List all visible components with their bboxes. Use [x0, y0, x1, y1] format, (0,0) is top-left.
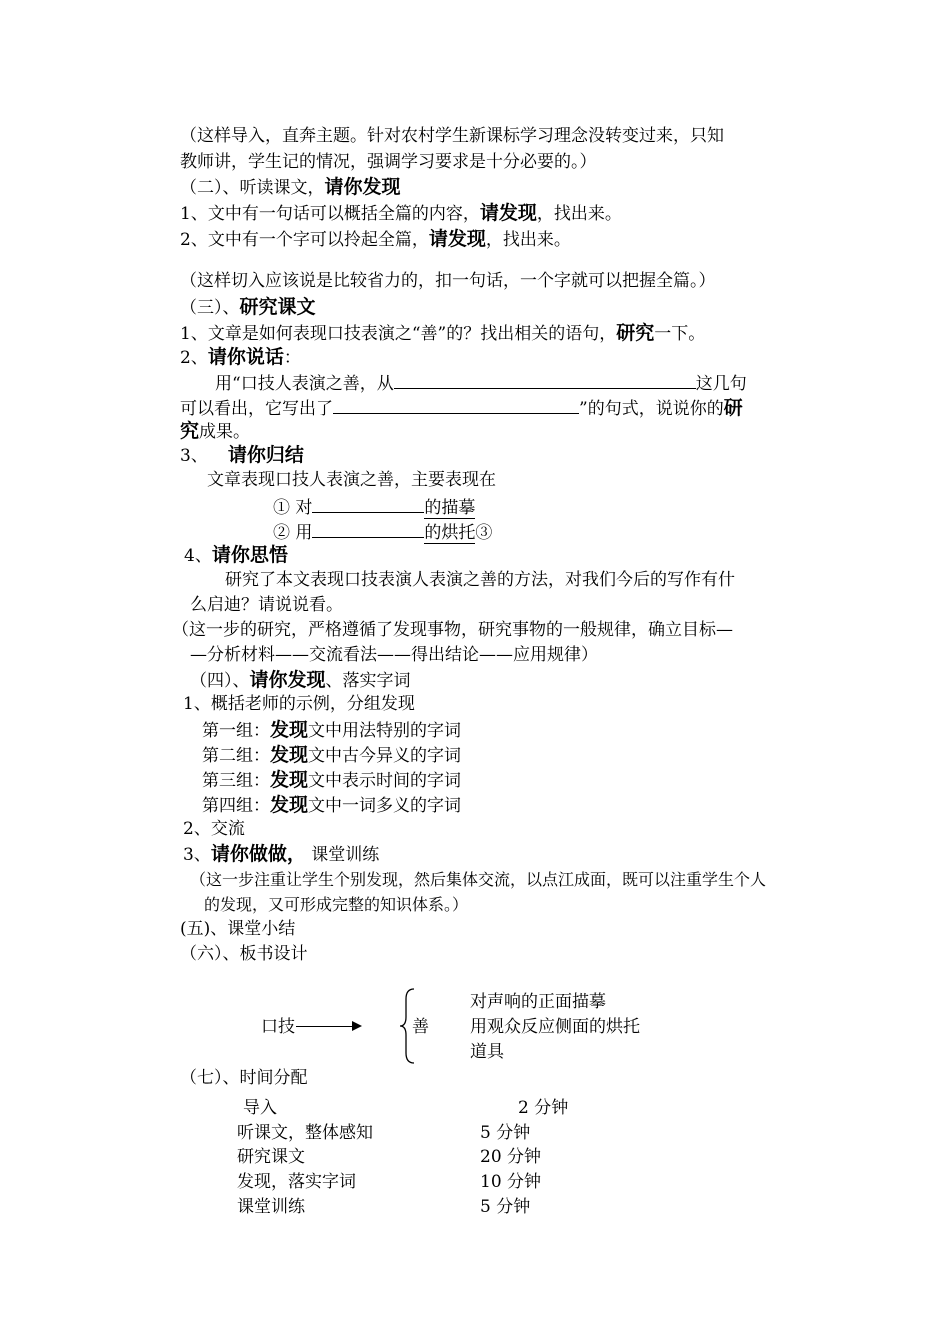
section-5-heading: (五)、课堂小结 — [180, 919, 296, 939]
text: ① 对 — [273, 498, 313, 518]
section-3-item-1 — [180, 322, 705, 345]
note-intro-1: （这样导入，直奔主题。针对农村学生新课标学习理念没转变过来，只知 — [180, 126, 724, 146]
summary-point-1 — [273, 495, 475, 518]
emphasis: 研 — [723, 397, 743, 419]
fill-blank — [394, 371, 696, 389]
text: 这几句 — [695, 374, 747, 394]
time-row-duration: 20 分钟 — [480, 1147, 542, 1167]
text: 用“口技人表演之善，从 — [215, 374, 394, 394]
summary-text: 文章表现口技人表演之善，主要表现在 — [207, 470, 496, 490]
emphasis: 发现 — [270, 719, 309, 741]
arrow-line — [296, 1026, 354, 1027]
board-item-1: 对声响的正面描摹 — [470, 992, 606, 1012]
board-left-label: 口技 — [261, 1017, 295, 1037]
emphasis: 请发现 — [428, 228, 486, 250]
emphasis: 研究 — [616, 322, 655, 344]
emphasis: 发现 — [270, 769, 309, 791]
board-item-3: 道具 — [470, 1042, 504, 1062]
text: 第一组： — [202, 721, 270, 741]
reflection-line-1: 研究了本文表现口技表演人表演之善的方法，对我们今后的写作有什 — [225, 570, 735, 590]
note-section-4-1: （这一步注重让学生个别发现，然后集体交流，以点江成面，既可以注重学生个人 — [190, 870, 767, 889]
text: 2、文中有一个字可以拎起全篇， — [180, 230, 429, 250]
sentence-pattern-line-2 — [180, 396, 743, 420]
text: 4、 — [184, 546, 212, 566]
reflection-line-2: 么启迪？请说说看。 — [190, 595, 343, 615]
text: ”的句式，说说你的 — [579, 399, 724, 419]
group-1 — [202, 719, 461, 742]
emphasis: 发现 — [270, 744, 309, 766]
section-3-item-2 — [180, 346, 301, 369]
time-row-item: 发现，落实字词 — [237, 1172, 356, 1192]
text: 可以看出，它写出了 — [180, 399, 333, 419]
text: ，找出来。 — [536, 204, 622, 224]
text: 3、 — [180, 446, 208, 466]
text: 的描摹 — [424, 498, 476, 518]
board-item-2: 用观众反应侧面的烘托 — [470, 1017, 640, 1037]
section-2-emphasis: 请你发现 — [324, 176, 401, 198]
section-4-item-1: 1、概括老师的示例，分组发现 — [183, 694, 415, 714]
text: 、落实字词 — [325, 671, 411, 691]
section-4-item-2: 2、交流 — [183, 819, 245, 839]
section-3-item-4 — [184, 544, 288, 567]
text: 成果。 — [199, 422, 251, 442]
note-section-3-1: （这一步的研究，严格遵循了发现事物，研究事物的一般规律，确立目标— — [172, 620, 733, 640]
sentence-pattern-line-3 — [180, 420, 250, 443]
summary-point-2 — [273, 520, 492, 543]
text: 一下。 — [654, 324, 706, 344]
text: ② 用 — [273, 523, 313, 543]
emphasis: 请你做做， — [210, 843, 306, 865]
time-row-duration: 10 分钟 — [480, 1172, 542, 1192]
emphasis: 请发现 — [479, 202, 537, 224]
brace-icon — [398, 987, 416, 1065]
section-3-item-3 — [180, 444, 304, 467]
section-2-prefix: （二）、听读课文， — [180, 178, 325, 198]
emphasis: 研究课文 — [239, 296, 316, 318]
text: 1、文中有一句话可以概括全篇的内容， — [180, 204, 480, 224]
section-2-heading — [180, 176, 401, 199]
text: 的烘托 — [424, 523, 476, 543]
text: 第四组： — [202, 796, 270, 816]
emphasis: 发现 — [270, 794, 309, 816]
text: （三）、 — [180, 298, 240, 318]
time-row-item: 课堂训练 — [237, 1197, 305, 1217]
time-row-duration: 5 分钟 — [480, 1123, 531, 1143]
section-6-heading: （六）、板书设计 — [180, 944, 308, 964]
section-4-item-3 — [183, 843, 379, 866]
board-center-label: 善 — [412, 1017, 429, 1037]
note-intro-2: 教师讲，学生记的情况，强调学习要求是十分必要的。） — [180, 152, 597, 172]
emphasis: 请你思悟 — [211, 544, 288, 566]
text: 第三组： — [202, 771, 270, 791]
section-3-heading — [180, 296, 316, 319]
text: 3、 — [183, 845, 211, 865]
time-row-item: 研究课文 — [237, 1147, 305, 1167]
text: 第二组： — [202, 746, 270, 766]
text: 2、 — [180, 348, 208, 368]
time-row-item: 导入 — [243, 1098, 277, 1118]
text: ，找出来。 — [485, 230, 571, 250]
section-2-item-2 — [180, 228, 571, 251]
emphasis: 究 — [180, 420, 200, 442]
fill-blank — [333, 396, 579, 414]
arrow-head-icon — [352, 1021, 362, 1031]
note-section-3-2: —分析材料——交流看法——得出结论——应用规律） — [190, 645, 598, 665]
time-row-item: 听课文，整体感知 — [237, 1123, 373, 1143]
note-section-2: （这样切入应该说是比较省力的，扣一句话，一个字就可以把握全篇。） — [180, 271, 716, 291]
time-row-duration: 2 分钟 — [518, 1098, 569, 1118]
section-2-item-1 — [180, 202, 622, 225]
emphasis: 请你发现 — [249, 669, 326, 691]
fill-blank — [312, 520, 424, 538]
section-4-heading — [190, 669, 411, 692]
sentence-pattern-line-1 — [215, 371, 747, 394]
text: 文中用法特别的字词 — [308, 721, 462, 741]
text: ③ — [475, 523, 493, 543]
text: 1、文章是如何表现口技表演之“善”的？找出相关的语句， — [180, 324, 617, 344]
fill-blank — [312, 495, 424, 513]
emphasis: 请你说话 — [207, 346, 284, 368]
group-2 — [202, 744, 461, 767]
section-7-heading: （七）、时间分配 — [180, 1068, 308, 1088]
text: ： — [283, 348, 301, 368]
note-section-4-2: 的发现，又可形成完整的知识体系。） — [204, 895, 469, 914]
emphasis: 请你归结 — [227, 444, 304, 466]
text: 文中一词多义的字词 — [308, 796, 462, 816]
text: 文中古今异义的字词 — [308, 746, 462, 766]
group-3 — [202, 769, 461, 792]
text: 课堂训练 — [305, 845, 380, 865]
group-4 — [202, 794, 461, 817]
time-row-duration: 5 分钟 — [480, 1197, 531, 1217]
text: （四）、 — [190, 671, 250, 691]
text: 文中表示时间的字词 — [308, 771, 462, 791]
